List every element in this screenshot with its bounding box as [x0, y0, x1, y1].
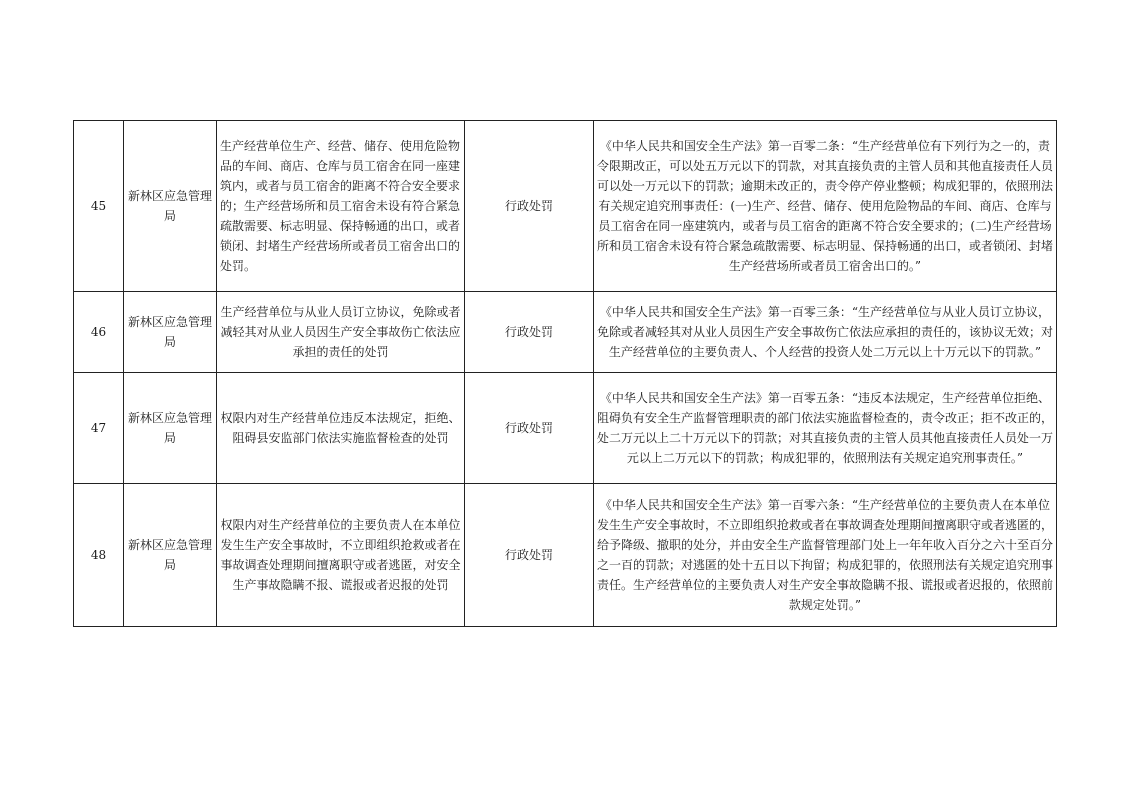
legal-basis: 《中华人民共和国安全生产法》第一百零二条：“生产经营单位有下列行为之一的，责令限期改正，可以处五万元以下的罚款，对其直接负责的主管人员和其他直接责任人员可以处一万元以下的罚款；逾期未改正的，责令停产停业整顿；构成犯罪的，依照刑法有关规定追究刑事责任：(一)生产、经营、储存、使用危险物品的车间、商店、仓库与员工宿舍在同一座建筑内，或者与员工宿舍的距离不符合安全要求的；(二)生产经营场所和员工宿舍未设有符合紧急疏散需要、标志明显、保持畅通的出口，或者锁闭、封堵生产经营场所或者员工宿舍出口的。” — [594, 121, 1057, 292]
table-row — [74, 373, 1057, 484]
table-row — [74, 121, 1057, 292]
agency-name: 新林区应急管理局 — [124, 373, 217, 484]
row-number: 48 — [74, 484, 124, 627]
penalty-item: 权限内对生产经营单位的主要负责人在本单位发生生产安全事故时，不立即组织抢救或者在事故调查处理期间擅离职守或者逃匿，对安全生产事故隐瞒不报、谎报或者迟报的处罚 — [217, 484, 465, 627]
legal-basis: 《中华人民共和国安全生产法》第一百零三条：“生产经营单位与从业人员订立协议，免除或者减轻其对从业人员因生产安全事故伤亡依法应承担的责任的，该协议无效；对生产经营单位的主要负责人、个人经营的投资人处二万元以上十万元以下的罚款。” — [594, 292, 1057, 373]
penalty-item: 生产经营单位与从业人员订立协议，免除或者减轻其对从业人员因生产安全事故伤亡依法应承担的责任的处罚 — [217, 292, 465, 373]
power-type: 行政处罚 — [465, 121, 594, 292]
agency-name: 新林区应急管理局 — [124, 292, 217, 373]
power-type: 行政处罚 — [465, 484, 594, 627]
penalty-item: 生产经营单位生产、经营、储存、使用危险物品的车间、商店、仓库与员工宿舍在同一座建筑内，或者与员工宿舍的距离不符合安全要求的；生产经营场所和员工宿舍未设有符合紧急疏散需要、标志明显、保持畅通的出口，或者锁闭、封堵生产经营场所或者员工宿舍出口的处罚。 — [217, 121, 465, 292]
regulation-table — [73, 120, 1057, 627]
penalty-item: 权限内对生产经营单位违反本法规定，拒绝、阻碍县安监部门依法实施监督检查的处罚 — [217, 373, 465, 484]
agency-name: 新林区应急管理局 — [124, 484, 217, 627]
table-row — [74, 484, 1057, 627]
legal-basis: 《中华人民共和国安全生产法》第一百零六条：“生产经营单位的主要负责人在本单位发生生产安全事故时，不立即组织抢救或者在事故调查处理期间擅离职守或者逃匿的，给予降级、撤职的处分，并由安全生产监督管理部门处上一年年收入百分之六十至百分之一百的罚款；对逃匿的处十五日以下拘留；构成犯罪的，依照刑法有关规定追究刑事责任。生产经营单位的主要负责人对生产安全事故隐瞒不报、谎报或者迟报的，依照前款规定处罚。” — [594, 484, 1057, 627]
row-number: 45 — [74, 121, 124, 292]
row-number: 46 — [74, 292, 124, 373]
power-type: 行政处罚 — [465, 292, 594, 373]
power-type: 行政处罚 — [465, 373, 594, 484]
agency-name: 新林区应急管理局 — [124, 121, 217, 292]
row-number: 47 — [74, 373, 124, 484]
table-row — [74, 292, 1057, 373]
legal-basis: 《中华人民共和国安全生产法》第一百零五条：“违反本法规定，生产经营单位拒绝、阻碍负有安全生产监督管理职责的部门依法实施监督检查的，责令改正；拒不改正的，处二万元以上二十万元以下的罚款；对其直接负责的主管人员其他直接责任人员处一万元以上二万元以下的罚款；构成犯罪的，依照刑法有关规定追究刑事责任。” — [594, 373, 1057, 484]
